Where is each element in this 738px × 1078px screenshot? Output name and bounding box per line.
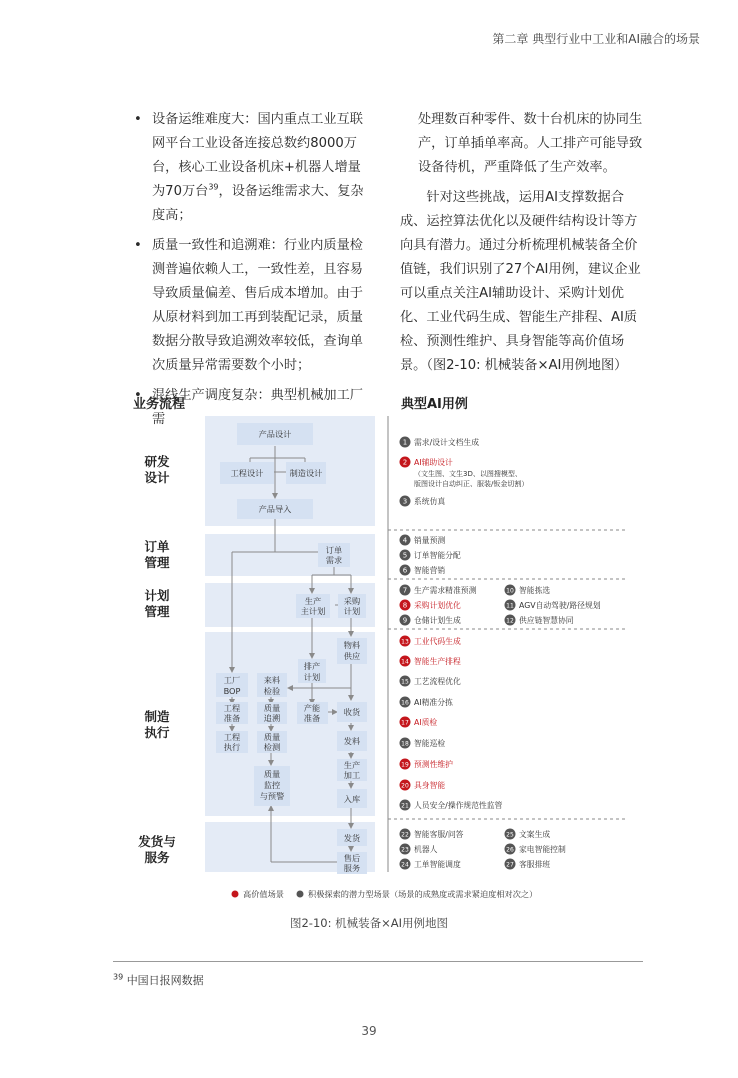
svg-text:检测: 检测 xyxy=(263,742,281,752)
box-process-exec: 工程 xyxy=(223,732,241,742)
use-case-number: 6 xyxy=(402,566,408,575)
use-case-number: 25 xyxy=(506,831,514,839)
use-case-number: 10 xyxy=(506,587,514,595)
box-after-sales: 售后 xyxy=(343,853,361,863)
use-case-label: 客服排班 xyxy=(519,860,551,869)
page-number: 39 xyxy=(361,1024,377,1038)
box-process-prep: 工程 xyxy=(223,703,241,713)
use-case-label: 智能营销 xyxy=(414,566,446,575)
svg-text:准备: 准备 xyxy=(303,713,321,723)
use-case-label: 家电智能控制 xyxy=(519,845,566,854)
body-paragraph: 针对这些挑战，运用AI支撑数据合成、运控算法优化以及硬件结构设计等方向具有潜力。通过分析梳理机械装备全价值链，我们识别了27个AI用例，建议企业可以重点关注AI辅助设计、采购计划优化、工业代码生成、智能生产排程、AI质检、预测性维护、具身智能等高价值场景。（图2-10: 机械装备×AI用例地图） xyxy=(400,190,641,373)
svg-text:与预警: 与预警 xyxy=(259,791,285,801)
use-case-label: 销量预测 xyxy=(414,536,446,545)
use-case-number: 2 xyxy=(402,458,408,467)
use-case-label: AGV自动驾驶/路径规划 xyxy=(519,601,601,610)
svg-text:供应: 供应 xyxy=(343,651,361,661)
use-case-number: 8 xyxy=(402,601,408,610)
use-case-number: 19 xyxy=(401,761,409,769)
stage-label: 管理 xyxy=(144,604,170,619)
box-quality-monitor: 质量 xyxy=(263,769,281,779)
use-case-number: 21 xyxy=(401,802,409,810)
chapter-header: 第二章 典型行业中工业和AI融合的场景 xyxy=(492,32,700,46)
box-material-supply: 物料 xyxy=(343,640,361,650)
use-case-number: 7 xyxy=(402,586,408,595)
legend-gray-dot xyxy=(297,891,304,898)
figure-caption: 图2-10: 机械装备×AI用例地图 xyxy=(289,916,449,930)
stage-label: 订单 xyxy=(144,539,170,554)
use-case-number: 20 xyxy=(401,782,409,790)
box-purchase-plan: 采购 xyxy=(343,596,361,606)
stage-label: 发货与 xyxy=(138,834,176,849)
svg-text:计划: 计划 xyxy=(343,606,361,616)
box-process-design: 工程设计 xyxy=(230,468,264,478)
box-scheduling: 排产 xyxy=(303,661,321,671)
use-case-label: 智能拣选 xyxy=(519,586,551,595)
use-case-label: 预测性维护 xyxy=(414,760,453,769)
use-case-label: 机器人 xyxy=(414,845,438,854)
bullet-item: • 质量一致性和追溯难：行业内质量检测普遍依赖人工，一致性差，且容易导致质量偏差、售后成本增加。由于从原材料到加工再到装配记录，质量数据分散导致追溯效率较低，查询单次质量异常需要数个小时； xyxy=(134,234,374,378)
use-case-number: 12 xyxy=(506,617,514,625)
use-case-label: AI精准分拣 xyxy=(414,698,453,707)
stage-label: 服务 xyxy=(144,850,170,865)
legend-high-value: 高价值场景 xyxy=(243,889,284,899)
stage-label: 研发 xyxy=(144,454,170,469)
stage-label: 执行 xyxy=(144,725,170,740)
use-case-sublabel: （文生图、文生3D、以图搜模型、 xyxy=(414,470,522,478)
use-case-number: 24 xyxy=(401,861,409,869)
use-case-label: 仓储计划生成 xyxy=(414,616,461,625)
use-case-label: AI辅助设计 xyxy=(414,458,453,467)
box-quality-inspect: 质量 xyxy=(263,732,281,742)
svg-text:准备: 准备 xyxy=(223,713,241,723)
box-mfg-design: 制造设计 xyxy=(289,468,323,478)
stage-label: 计划 xyxy=(144,588,170,603)
use-case-label: 智能客服/问答 xyxy=(414,830,464,839)
box-quality-trace: 质量 xyxy=(263,703,281,713)
use-case-label: 人员安全/操作规范性监管 xyxy=(414,801,503,810)
use-case-number: 11 xyxy=(506,602,514,610)
box-incoming-check: 来料 xyxy=(263,675,281,685)
svg-text:检验: 检验 xyxy=(263,686,281,696)
box-product-import: 产品导入 xyxy=(258,504,292,514)
continued-text: 处理数百种零件、数十台机床的协同生产，订单插单率高。人工排产可能导致设备待机，严重降低了生产效率。 xyxy=(418,112,643,175)
use-case-label: 文案生成 xyxy=(519,830,551,839)
svg-text:计划: 计划 xyxy=(303,672,321,682)
use-case-label: AI质检 xyxy=(414,718,438,727)
use-case-label: 具身智能 xyxy=(414,781,446,790)
use-case-label: 工单智能调度 xyxy=(414,860,461,869)
box-receiving: 收货 xyxy=(343,707,361,717)
stage-label: 设计 xyxy=(144,470,170,485)
use-case-number: 9 xyxy=(402,616,408,625)
box-warehousing: 入库 xyxy=(343,794,361,804)
use-case-number: 1 xyxy=(402,438,408,447)
stage-label: 管理 xyxy=(144,555,170,570)
use-case-number: 18 xyxy=(401,740,409,748)
svg-text:主计划: 主计划 xyxy=(300,606,326,616)
use-case-number: 22 xyxy=(401,831,409,839)
use-case-number: 13 xyxy=(401,638,409,646)
box-capacity-prep: 产能 xyxy=(303,703,321,713)
use-case-number: 3 xyxy=(402,497,408,506)
use-case-sublabel: 版图设计自动纠正、服装/钣金切割） xyxy=(414,480,529,488)
legend-red-dot xyxy=(232,891,239,898)
use-case-number: 16 xyxy=(401,699,409,707)
box-production-plan: 生产 xyxy=(304,596,322,606)
use-case-label: 系统仿真 xyxy=(414,497,446,506)
use-case-list xyxy=(400,437,601,870)
use-case-number: 14 xyxy=(401,658,409,666)
svg-text:加工: 加工 xyxy=(343,770,361,780)
use-case-label: 工艺流程优化 xyxy=(414,677,461,686)
use-case-label: 采购计划优化 xyxy=(414,601,461,610)
use-case-label: 生产需求精准预测 xyxy=(414,586,477,595)
box-production-process: 生产 xyxy=(343,760,361,770)
use-case-number: 27 xyxy=(506,861,514,869)
footnote-divider xyxy=(113,961,643,962)
svg-text:BOP: BOP xyxy=(223,686,241,696)
box-dispatch: 发料 xyxy=(343,736,361,746)
bullet-item: • 设备运维难度大：国内重点工业互联网平台工业设备连接总数约8000万台，核心工业设备机床+机器人增量为70万台$^{39}$，设备运维需求大、复杂度高； xyxy=(134,108,374,228)
bullet-item: • 混线生产调度复杂：典型机械加工厂需 xyxy=(134,384,374,432)
use-case-label: 需求/设计文档生成 xyxy=(414,438,480,447)
footnote: $^{39}$ 中国日报网数据 xyxy=(113,972,204,987)
use-case-label: 订单智能分配 xyxy=(414,551,461,560)
box-order-demand: 订单 xyxy=(325,545,343,555)
box-factory-bop: 工厂 xyxy=(223,675,241,685)
svg-text:追溯: 追溯 xyxy=(263,713,281,723)
use-case-number: 23 xyxy=(401,846,409,854)
legend xyxy=(232,889,538,899)
svg-text:监控: 监控 xyxy=(263,780,281,790)
use-case-number: 17 xyxy=(401,719,409,727)
use-case-number: 5 xyxy=(402,551,408,560)
use-case-number: 26 xyxy=(506,846,514,854)
svg-text:需求: 需求 xyxy=(325,555,343,565)
use-case-number: 4 xyxy=(402,536,408,545)
svg-text:执行: 执行 xyxy=(223,742,241,752)
legend-potential: 积极探索的潜力型场景（场景的成熟度或需求紧迫度相对次之） xyxy=(308,889,538,899)
box-shipping: 发货 xyxy=(343,833,361,843)
box-product-design: 产品设计 xyxy=(258,429,292,439)
use-case-number: 15 xyxy=(401,678,409,686)
use-case-label: 供应链智慧协同 xyxy=(519,616,574,625)
svg-text:服务: 服务 xyxy=(343,863,361,873)
use-case-label: 智能生产排程 xyxy=(414,657,461,666)
use-case-label: 工业代码生成 xyxy=(414,637,461,646)
stage-label: 制造 xyxy=(144,709,170,724)
figure-left-title: 业务流程 xyxy=(133,397,186,412)
figure-right-title: 典型AI用例 xyxy=(401,397,468,412)
use-case-label: 智能巡检 xyxy=(414,739,446,748)
